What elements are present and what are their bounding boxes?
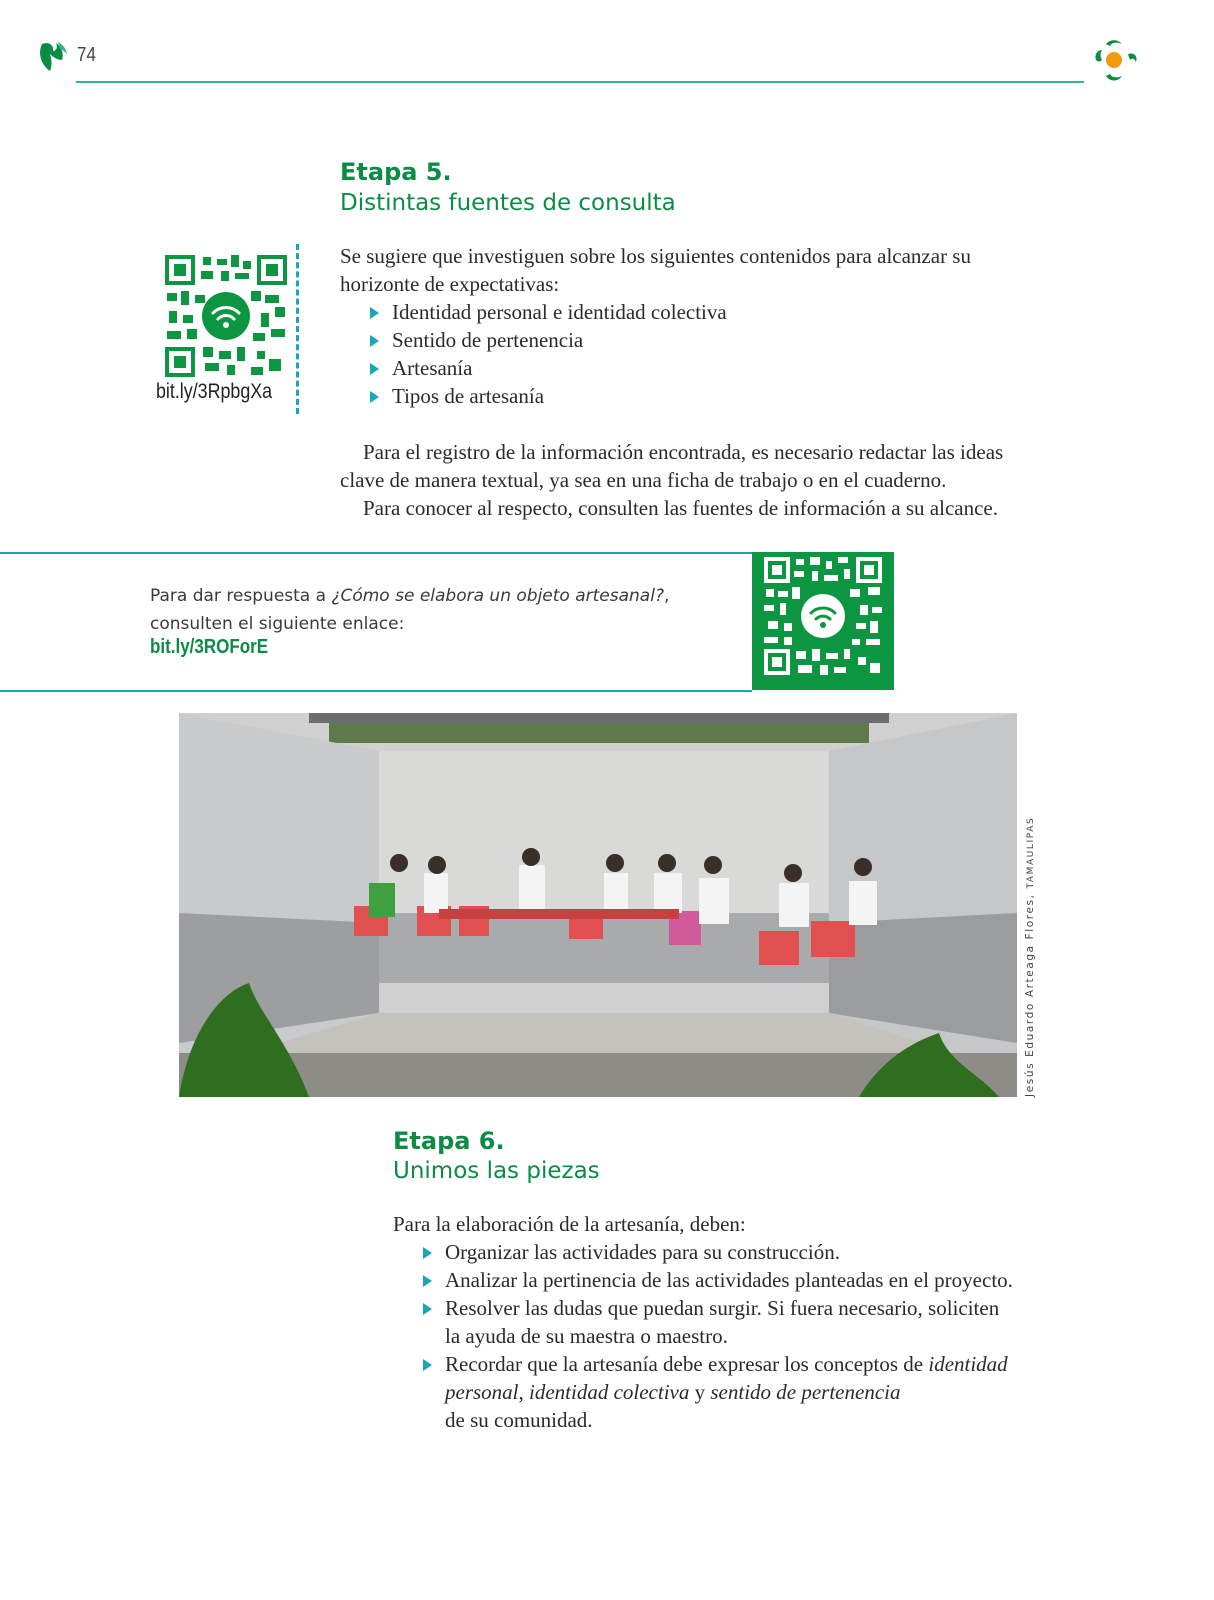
list-item: Artesanía [366, 354, 966, 382]
header-rule [76, 81, 1084, 83]
stage6-title: Etapa 6. [393, 1127, 505, 1155]
dashed-divider [296, 244, 299, 414]
list-item [419, 1294, 1039, 1350]
stage5-para2: Para conocer al respecto, consulten las fuentes de información a su alcance. [363, 496, 998, 520]
stage5-subtitle: Distintas fuentes de consulta [340, 190, 676, 216]
stage6-subtitle: Unimos las piezas [393, 1158, 600, 1184]
link-box-text-after: , [663, 586, 670, 606]
list-item: Identidad personal e identidad colectiva [366, 298, 966, 326]
list-item [419, 1350, 1039, 1434]
b4-em1: identidad [928, 1352, 1008, 1376]
stage5-para1-line2: clave de manera textual, ya sea en una ficha de trabajo o en el cuaderno. [340, 468, 947, 492]
community-logo-icon [1090, 36, 1142, 86]
b4-pre: Recordar que la artesanía debe expresar los conceptos de [445, 1352, 929, 1376]
link-box-line1 [150, 582, 730, 610]
stage5-bullet-list [366, 298, 966, 410]
page-number: 74 [77, 44, 96, 66]
list-item: Tipos de artesanía [366, 382, 966, 410]
stage6-bullet-list [419, 1238, 1039, 1434]
b4-sep1: , [518, 1380, 529, 1404]
list-item: Sentido de pertenencia [366, 326, 966, 354]
b4-em4: sentido de pertenencia [710, 1380, 901, 1404]
list-item: Organizar las actividades para su construcción. [419, 1238, 1039, 1266]
leaf-logo-icon [36, 38, 70, 74]
b4-sep2: y [689, 1380, 711, 1404]
qr-code-icon[interactable] [165, 255, 287, 377]
b4-em3: identidad colectiva [529, 1380, 690, 1404]
link-box-text-before: Para dar respuesta a [150, 586, 332, 606]
link-box-question: ¿Cómo se elabora un objeto artesanal? [331, 586, 664, 606]
list-item-line: Resolver las dudas que puedan surgir. Si fuera necesario, soliciten [445, 1296, 1000, 1320]
photo-credit-place: TAMAULIPAS [1026, 816, 1036, 889]
list-item-line [445, 1350, 1039, 1378]
qr-link-text[interactable]: bit.ly/3RpbgXa [156, 380, 273, 403]
students-photo [179, 713, 1017, 1097]
stage5-paragraph [340, 438, 1040, 522]
list-item-line [445, 1378, 1039, 1406]
list-item: Analizar la pertinencia de las actividades planteadas en el proyecto. [419, 1266, 1039, 1294]
b4-em2: personal [445, 1380, 519, 1404]
qr-code-icon[interactable] [764, 557, 882, 675]
photo-credit-author: Jesús Eduardo Arteaga Flores, [1024, 888, 1036, 1097]
stage5-title: Etapa 5. [340, 158, 452, 186]
stage5-intro-line2: horizonte de expectativas: [340, 272, 560, 296]
photo-credit [1024, 717, 1036, 1097]
link-box-line2: consulten el siguiente enlace: [150, 614, 405, 634]
list-item-line: la ayuda de su maestra o maestro. [445, 1324, 728, 1348]
stage5-intro [340, 242, 1040, 298]
stage6-intro: Para la elaboración de la artesanía, deben: [393, 1212, 746, 1236]
list-item-line: de su comunidad. [445, 1408, 593, 1432]
stage5-intro-line1: Se sugiere que investiguen sobre los siguientes contenidos para alcanzar su [340, 244, 971, 268]
stage5-para1-line1: Para el registro de la información encontrada, es necesario redactar las ideas [363, 440, 1004, 464]
link-box-text [150, 582, 730, 638]
link-box-url[interactable]: bit.ly/3ROForE [150, 636, 269, 658]
